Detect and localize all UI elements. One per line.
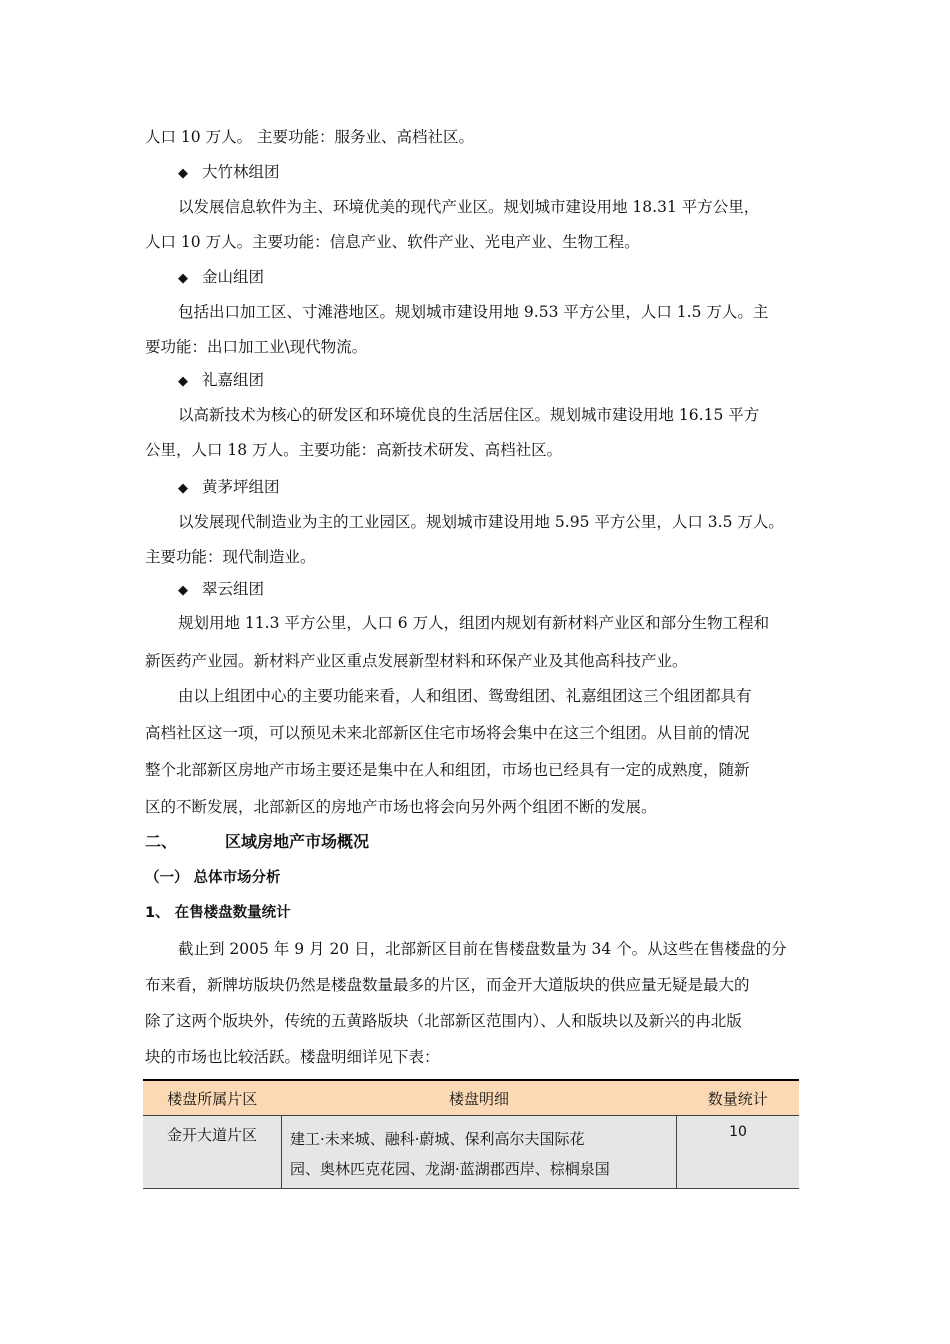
paragraph-line: 要功能：出口加工业\现代物流。 — [145, 338, 368, 356]
bullet-label: 礼嘉组团 — [202, 371, 265, 389]
cell-detail-line: 园、奥林匹克花园、龙湖·蓝湖郡西岸、棕榈泉国 — [290, 1160, 610, 1178]
diamond-bullet-icon: ◆ — [178, 166, 188, 181]
paragraph-line: 布来看，新牌坊版块仍然是楼盘数量最多的片区，而金开大道版块的供应量无疑是最大的 — [145, 976, 750, 994]
paragraph-line: 除了这两个版块外，传统的五黄路版块（北部新区范围内）、人和版块以及新兴的冉北版 — [145, 1012, 742, 1030]
header-count: 数量统计 — [677, 1080, 800, 1116]
paragraph-line: 以高新技术为核心的研发区和环境优良的生活居住区。规划城市建设用地 16.15 平方 — [178, 406, 760, 424]
paragraph-line: 整个北部新区房地产市场主要还是集中在人和组团，市场也已经具有一定的成熟度，随新 — [145, 761, 750, 779]
paragraph-line: 块的市场也比较活跃。楼盘明细详见下表： — [145, 1048, 440, 1066]
section-heading — [145, 830, 369, 854]
diamond-bullet-icon: ◆ — [178, 374, 188, 389]
paragraph-line: 包括出口加工区、寸滩港地区。规划城市建设用地 9.53 平方公里，人口 1.5 万人。主 — [178, 303, 769, 321]
cell-area: 金开大道片区 — [143, 1116, 282, 1189]
paragraph-line: 以发展现代制造业为主的工业园区。规划城市建设用地 5.95 平方公里，人口 3.5 万人。 — [178, 513, 784, 531]
section-number: 二、 — [145, 832, 178, 851]
paragraph-line: 区的不断发展，北部新区的房地产市场也将会向另外两个组团不断的发展。 — [145, 798, 657, 816]
cell-detail-line: 建工·未来城、融科·蔚城、保利高尔夫国际花 — [290, 1130, 585, 1148]
bullet-item-jinshan — [178, 265, 838, 291]
cell-detail — [282, 1116, 677, 1189]
paragraph-line: 规划用地 11.3 平方公里，人口 6 万人，组团内规划有新材料产业区和部分生物工程和 — [178, 614, 770, 632]
diamond-bullet-icon: ◆ — [178, 271, 188, 286]
header-detail: 楼盘明细 — [282, 1080, 677, 1116]
paragraph-line: 由以上组团中心的主要功能来看，人和组团、鸳鸯组团、礼嘉组团这三个组团都具有 — [178, 687, 752, 705]
subsection-heading: （一） 总体市场分析 — [145, 870, 281, 886]
bullet-item-cuiyun — [178, 577, 838, 603]
property-table — [143, 1079, 799, 1189]
bullet-item-lijia — [178, 368, 838, 394]
bullet-item-huangmaoping — [178, 475, 838, 501]
table-row — [143, 1116, 799, 1189]
paragraph-line: 人口 10 万人。 主要功能：服务业、高档社区。 — [145, 128, 475, 146]
cell-count: 10 — [677, 1116, 800, 1189]
paragraph-line: 公里，人口 18 万人。主要功能：高新技术研发、高档社区。 — [145, 441, 563, 459]
paragraph-line: 以发展信息软件为主、环境优美的现代产业区。规划城市建设用地 18.31 平方公里， — [178, 198, 760, 216]
header-area: 楼盘所属片区 — [143, 1080, 282, 1116]
paragraph-line: 新医药产业园。新材料产业区重点发展新型材料和环保产业及其他高科技产业。 — [145, 652, 688, 670]
bullet-label: 大竹林组团 — [202, 163, 280, 181]
bullet-label: 翠云组团 — [202, 580, 265, 598]
subsection-heading: 1、 在售楼盘数量统计 — [145, 905, 291, 921]
bullet-item-dazhulin — [178, 160, 838, 186]
paragraph-line: 高档社区这一项，可以预见未来北部新区住宅市场将会集中在这三个组团。从目前的情况 — [145, 724, 750, 742]
table-header-row — [143, 1080, 799, 1116]
paragraph-line: 人口 10 万人。主要功能：信息产业、软件产业、光电产业、生物工程。 — [145, 233, 640, 251]
diamond-bullet-icon: ◆ — [178, 583, 188, 598]
bullet-label: 金山组团 — [202, 268, 265, 286]
paragraph-line: 截止到 2005 年 9 月 20 日，北部新区目前在售楼盘数量为 34 个。从这些在售楼盘的分 — [178, 940, 787, 958]
diamond-bullet-icon: ◆ — [178, 481, 188, 496]
bullet-label: 黄茅坪组团 — [202, 478, 280, 496]
paragraph-line: 主要功能：现代制造业。 — [145, 548, 316, 566]
section-title: 区域房地产市场概况 — [225, 832, 370, 851]
